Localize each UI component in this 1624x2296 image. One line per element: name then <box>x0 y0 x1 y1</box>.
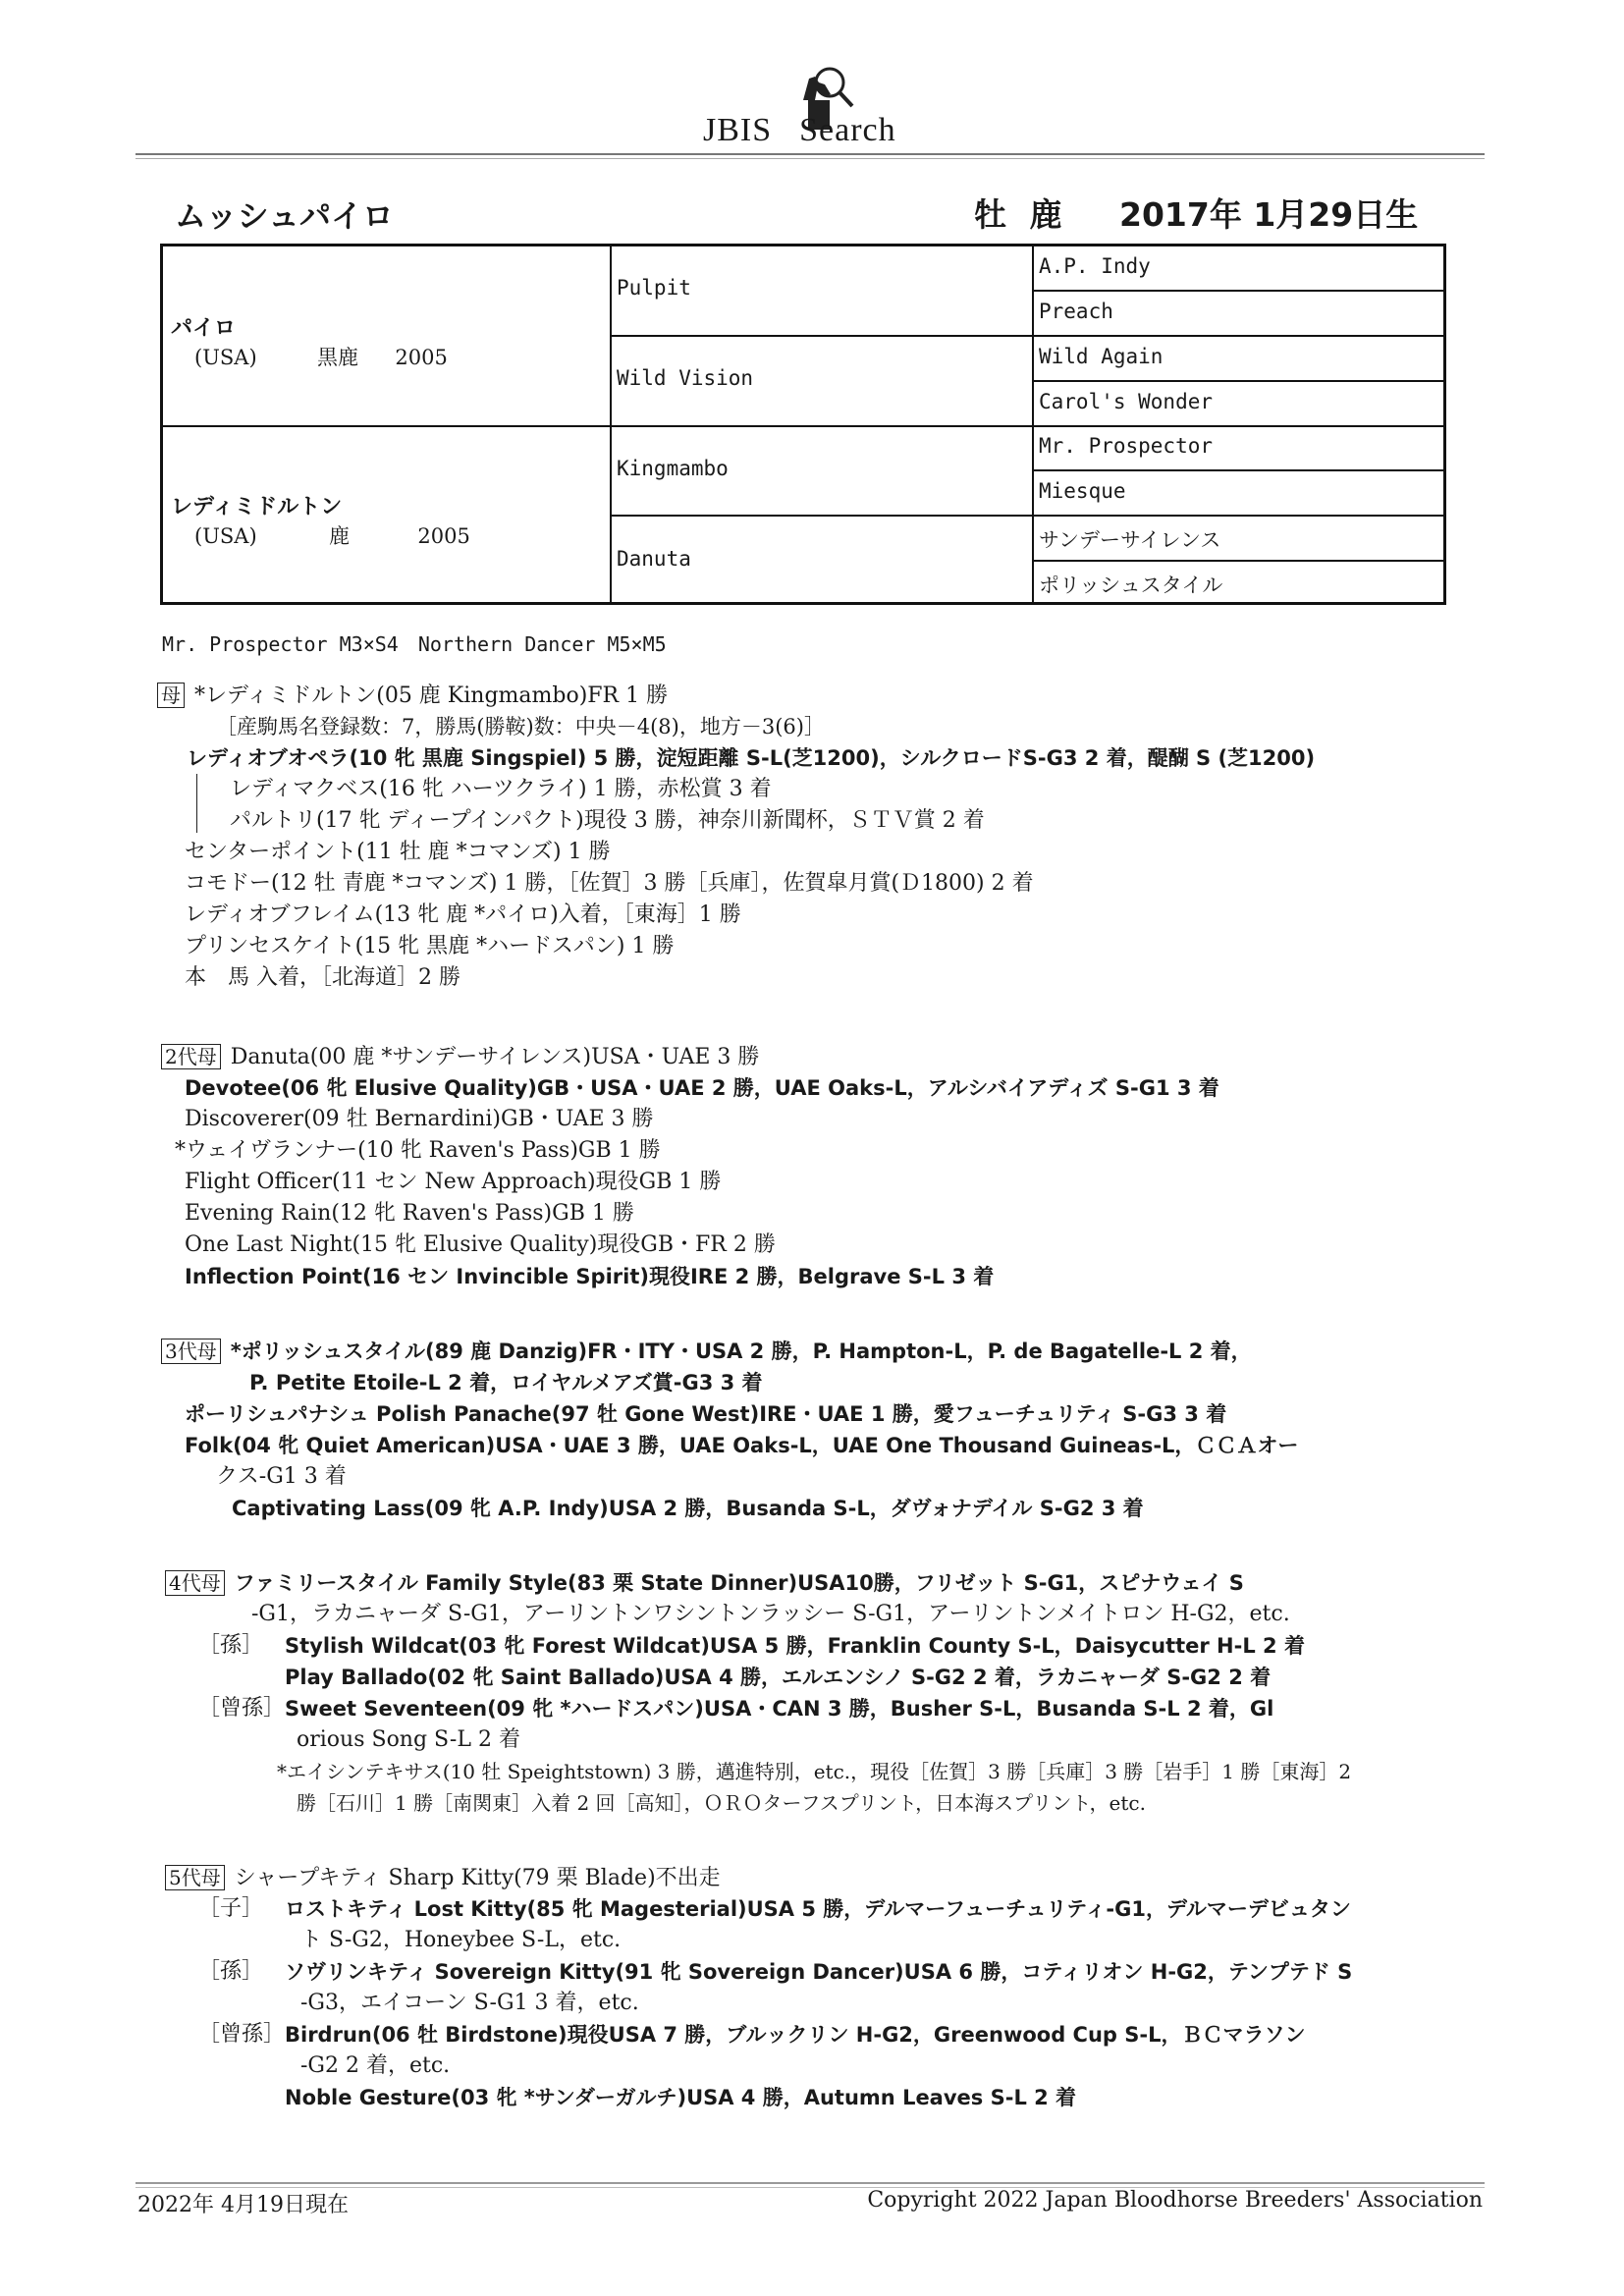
dam3-line: クス-G1 3 着 <box>216 1464 347 1489</box>
pedigree-divider <box>1032 290 1443 292</box>
dam4-line: Play Ballado(02 牝 Saint Ballado)USA 4 勝，エルエンシノ S-G2 2 着，ラカニャーダ S-G2 2 着 <box>285 1666 1272 1689</box>
logo-right-text: Search <box>799 112 896 148</box>
pedigree-divider <box>610 515 1443 517</box>
gen3-cell: Carol's Wonder <box>1039 390 1214 413</box>
dam3-line: Captivating Lass(09 牝 A.P. Indy)USA 2 勝，Busanda S-L，ダヴォナデイル S-G2 3 着 <box>232 1497 1144 1520</box>
dam3-section <box>157 1336 1473 1542</box>
dam1-line: ［産駒馬名登録数：7，勝馬(勝鞍)数：中央－4(8)，地方－3(6)］ <box>216 715 825 738</box>
relation-label: ［曾孫］ <box>198 2022 286 2047</box>
dam2-line: Discoverer(09 牡 Bernardini)GB・UAE 3 勝 <box>185 1107 654 1131</box>
dam5-line: ソヴリンキティ Sovereign Kitty(91 牝 Sovereign Dancer)USA 6 勝，コティリオン H-G2，テンプテド S <box>285 1960 1353 1984</box>
dam2-line: Flight Officer(11 セン New Approach)現役GB 1 勝 <box>185 1170 722 1194</box>
pedigree-divider <box>1032 380 1443 382</box>
dam5-section <box>157 1862 1473 2176</box>
descendant-bracket <box>196 774 197 833</box>
dam2-line: Inflection Point(16 セン Invincible Spirit)現役IRE 2 勝，Belgrave S-L 3 着 <box>185 1265 995 1288</box>
dam5-line: シャープキティ Sharp Kitty(79 栗 Blade)不出走 <box>234 1866 721 1890</box>
pedigree-divider <box>610 246 612 602</box>
relation-label: ［孫］ <box>198 1633 264 1658</box>
dam-origin: (USA) <box>194 524 257 548</box>
dam1-line: プリンセスケイト(15 牝 黒鹿 *ハードスパン) 1 勝 <box>185 934 675 958</box>
gen3-cell: A.P. Indy <box>1039 254 1151 278</box>
gen3-cell: ポリッシュスタイル <box>1039 574 1223 597</box>
dam-cell <box>171 490 470 550</box>
dam5-line: -G2 2 着，etc. <box>300 2053 451 2078</box>
sire-origin: (USA) <box>194 346 257 369</box>
dam4-line: Stylish Wildcat(03 牝 Forest Wildcat)USA 5 勝，Franklin County S-L，Daisycutter H-L 2 着 <box>285 1634 1305 1658</box>
dam2-line: Danuta(00 鹿 *サンデーサイレンス)USA・UAE 3 勝 <box>230 1045 760 1069</box>
section-label: 5代母 <box>165 1865 225 1890</box>
pedigree-divider <box>1032 560 1443 562</box>
gen2-cell: Kingmambo <box>617 457 729 480</box>
dam1-line: 本 馬 入着，［北海道］2 勝 <box>185 965 460 990</box>
logo-text <box>703 110 896 149</box>
dam5-line: ロストキティ Lost Kitty(85 牝 Magesterial)USA 5 勝，デルマーフューチュリティ-G1，デルマーデビュタン <box>285 1897 1351 1921</box>
dam4-section <box>157 1567 1473 1832</box>
dam5-line: ト S-G2，Honeybee S-L，etc. <box>300 1928 622 1952</box>
dam2-line: Devotee(06 牝 Elusive Quality)GB・USA・UAE 2 勝，UAE Oaks-L，アルシバイアディズ S-G1 3 着 <box>185 1076 1219 1100</box>
dam2-section <box>157 1041 1473 1306</box>
dam1-line: センターポイント(11 牡 鹿 *コマンズ) 1 勝 <box>185 840 611 864</box>
sire-cell <box>171 311 448 371</box>
dam5-line: Birdrun(06 牡 Birdstone)現役USA 7 勝，ブルックリン H-G2，Greenwood Cup S-L，ＢＣマラソン <box>285 2023 1306 2047</box>
section-label: 2代母 <box>161 1044 221 1069</box>
dam1-line: パルトリ(17 牝 ディープインパクト)現役 3 勝，神奈川新聞杯，ＳＴＶ賞 2 着 <box>230 808 985 833</box>
gen2-cell: Pulpit <box>617 276 691 300</box>
relation-label: ［孫］ <box>198 1959 264 1984</box>
dam1-line: レディオブフレイム(13 牝 鹿 *パイロ)入着，［東海］1 勝 <box>185 902 741 927</box>
horse-sex-color: 牡 鹿 <box>974 195 1068 234</box>
dam-name: レディミドルトン <box>171 495 343 519</box>
dam3-line: *ポリッシュスタイル(89 鹿 Danzig)FR・ITY・USA 2 勝，P. Hampton-L，P. de Bagatelle-L 2 着， <box>230 1339 1252 1363</box>
sire-year: 2005 <box>395 346 448 369</box>
dam2-line: *ウェイヴランナー(10 牝 Raven's Pass)GB 1 勝 <box>175 1138 661 1163</box>
pedigree-table <box>160 244 1446 605</box>
dam3-line: Folk(04 牝 Quiet American)USA・UAE 3 勝，UAE Oaks-L，UAE One Thousand Guineas-L，ＣＣＡオー <box>185 1434 1299 1457</box>
horse-birth-date: 2017年 1月29日生 <box>1119 195 1419 234</box>
gen3-cell: サンデーサイレンス <box>1039 528 1221 552</box>
dam2-line: Evening Rain(12 牝 Raven's Pass)GB 1 勝 <box>185 1201 634 1226</box>
gen3-cell: Preach <box>1039 300 1113 323</box>
relation-label: ［曾孫］ <box>198 1696 286 1721</box>
header-rule <box>135 153 1485 155</box>
gen3-cell: Wild Again <box>1039 345 1164 368</box>
dam4-line: ファミリースタイル Family Style(83 栗 State Dinner)USA10勝，フリゼット S-G1，スピナウェイ S <box>234 1571 1244 1595</box>
section-label: 母 <box>157 683 185 708</box>
sire-name: パイロ <box>171 316 237 341</box>
copyright: Copyright 2022 Japan Bloodhorse Breeders' Association <box>867 2188 1483 2213</box>
relation-label: ［子］ <box>198 1896 264 1921</box>
as-of-date: 2022年 4月19日現在 <box>137 2193 349 2217</box>
dam4-line: orious Song S-L 2 着 <box>297 1727 520 1752</box>
header-rule-thin <box>135 158 1485 159</box>
inbreeding-note: Mr. Prospector M3×S4 Northern Dancer M5×M5 <box>162 632 667 656</box>
dam4-line: *エイシンテキサス(10 牡 Speightstown) 3 勝，邁進特別，etc.，現役［佐賀］3 勝［兵庫］3 勝［岩手］1 勝［東海］2 <box>277 1760 1352 1783</box>
dam4-line: -G1，ラカニャーダ S-G1，アーリントンワシントンラッシー S-G1，アーリントンメイトロン H-G2，etc. <box>251 1602 1290 1626</box>
section-label: 3代母 <box>161 1339 221 1364</box>
dam-color: 鹿 <box>329 524 351 548</box>
logo-left-text: JBIS <box>703 112 773 148</box>
dam5-line: -G3，エイコーン S-G1 3 着，etc. <box>300 1991 639 2015</box>
dam2-line: One Last Night(15 牝 Elusive Quality)現役GB・FR 2 勝 <box>185 1232 776 1257</box>
gen2-cell: Danuta <box>617 547 691 571</box>
pedigree-divider <box>163 425 1443 427</box>
dam4-line: 勝［石川］1 勝［南関東］入着 2 回［高知］，ＯＲＯターフスプリント，日本海スプリント，etc. <box>297 1791 1146 1815</box>
dam5-line: Noble Gesture(03 牝 *サンダーガルチ)USA 4 勝，Autumn Leaves S-L 2 着 <box>285 2086 1077 2109</box>
dam1-line: コモドー(12 牡 青鹿 *コマンズ) 1 勝，［佐賀］3 勝［兵庫］，佐賀皐月賞(Ｄ1800) 2 着 <box>185 871 1034 896</box>
pedigree-divider <box>1032 246 1034 602</box>
gen2-cell: Wild Vision <box>617 366 754 390</box>
gen3-cell: Miesque <box>1039 479 1126 503</box>
dam1-line: *レディミドルトン(05 鹿 Kingmambo)FR 1 勝 <box>194 683 669 708</box>
dam1-section <box>157 680 1473 1004</box>
dam1-line: レディマクベス(16 牝 ハーツクライ) 1 勝，赤松賞 3 着 <box>230 777 772 801</box>
dam4-line: Sweet Seventeen(09 牝 *ハードスパン)USA・CAN 3 勝，Busher S-L，Busanda S-L 2 着，Gl <box>285 1697 1274 1721</box>
gen3-cell: Mr. Prospector <box>1039 434 1214 458</box>
horse-name: ムッシュパイロ <box>175 197 395 235</box>
section-label: 4代母 <box>165 1570 225 1596</box>
dam3-line: ポーリシュパナシュ Polish Panache(97 牡 Gone West)IRE・UAE 1 勝，愛フューチュリティ S-G3 3 着 <box>185 1402 1227 1426</box>
dam1-line: レディオブオペラ(10 牝 黒鹿 Singspiel) 5 勝，淀短距離 S-L(芝1200)，シルクロードS-G3 2 着，醍醐 S (芝1200) <box>187 746 1316 770</box>
pedigree-divider <box>1032 469 1443 471</box>
sire-color: 黒鹿 <box>317 346 359 369</box>
footer-rule <box>135 2182 1485 2184</box>
pedigree-divider <box>610 335 1443 337</box>
dam3-line: P. Petite Etoile-L 2 着，ロイヤルメアズ賞-G3 3 着 <box>249 1371 763 1394</box>
dam-year: 2005 <box>417 524 470 548</box>
